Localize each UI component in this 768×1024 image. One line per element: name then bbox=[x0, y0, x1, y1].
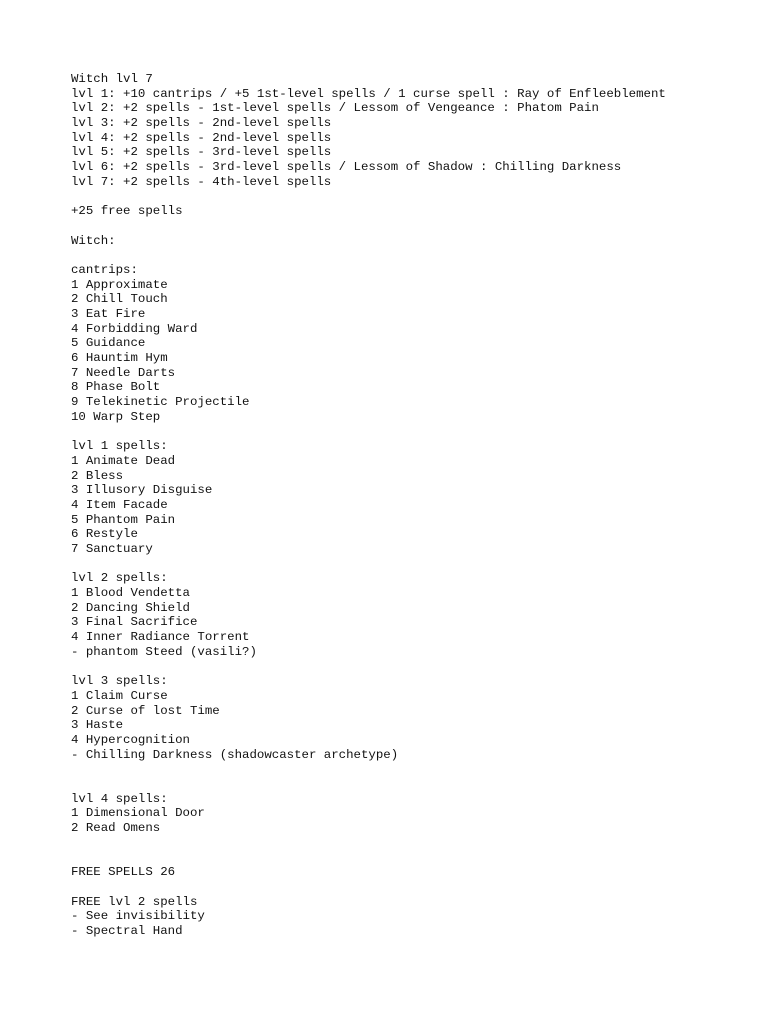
free-lvl2-spell-item: - See invisibility bbox=[71, 909, 205, 924]
lvl1-spell-item: 3 Illusory Disguise bbox=[71, 483, 213, 498]
blank-line bbox=[71, 219, 751, 234]
cantrip-item: 3 Eat Fire bbox=[71, 307, 146, 321]
cantrip-item: 6 Hauntim Hym bbox=[71, 351, 168, 366]
cantrip-item: 7 Needle Darts bbox=[71, 365, 176, 380]
lvl3-spell-item: 3 Haste bbox=[71, 718, 124, 733]
free-spells-note: +25 free spells bbox=[71, 204, 183, 219]
cantrip-item: 4 Forbidding Ward bbox=[71, 321, 198, 336]
cantrip-item: 2 Chill Touch bbox=[71, 292, 168, 307]
lvl3-spell-item: 2 Curse of lost Time bbox=[71, 703, 220, 718]
lvl2-heading: lvl 2 spells: bbox=[71, 571, 168, 586]
cantrips-heading: cantrips: bbox=[71, 262, 138, 277]
blank-line bbox=[71, 190, 751, 205]
lvl1-spell-item: 2 Bless bbox=[71, 468, 124, 483]
level-line: lvl 1: +10 cantrips / +5 1st-level spells / 1 curse spell : Ray of Enfleeblement bbox=[71, 86, 666, 101]
blank-line bbox=[71, 777, 751, 792]
blank-line bbox=[71, 425, 751, 440]
free-spells-total: FREE SPELLS 26 bbox=[71, 865, 176, 880]
level-line: lvl 5: +2 spells - 3rd-level spells bbox=[71, 145, 332, 160]
lvl2-spell-item: 4 Inner Radiance Torrent bbox=[71, 630, 250, 645]
blank-line bbox=[71, 762, 751, 777]
level-line: lvl 7: +2 spells - 4th-level spells bbox=[71, 174, 332, 189]
document-body bbox=[71, 72, 751, 939]
cantrip-item: 1 Approximate bbox=[71, 277, 168, 292]
free-lvl2-heading: FREE lvl 2 spells bbox=[71, 894, 198, 909]
cantrip-item: 10 Warp Step bbox=[71, 409, 161, 424]
blank-line bbox=[71, 660, 751, 675]
blank-line bbox=[71, 836, 751, 851]
lvl4-spell-item: 2 Read Omens bbox=[71, 821, 161, 836]
lvl1-spell-item: 6 Restyle bbox=[71, 527, 138, 542]
level-line: lvl 2: +2 spells - 1st-level spells / Lessom of Vengeance : Phatom Pain bbox=[71, 101, 599, 116]
level-line: lvl 3: +2 spells - 2nd-level spells bbox=[71, 116, 332, 131]
free-lvl2-spell-item: - Spectral Hand bbox=[71, 923, 183, 938]
level-line: lvl 6: +2 spells - 3rd-level spells / Lessom of Shadow : Chilling Darkness bbox=[71, 160, 622, 175]
lvl1-heading: lvl 1 spells: bbox=[71, 439, 168, 454]
lvl4-heading: lvl 4 spells: bbox=[71, 791, 168, 806]
cantrip-item: 9 Telekinetic Projectile bbox=[71, 395, 250, 410]
lvl1-spell-item: 7 Sanctuary bbox=[71, 542, 153, 556]
lvl3-spell-item: - Chilling Darkness (shadowcaster archetype) bbox=[71, 747, 399, 762]
lvl4-spell-item: 1 Dimensional Door bbox=[71, 806, 205, 821]
lvl1-spell-item: 5 Phantom Pain bbox=[71, 512, 176, 527]
blank-line bbox=[71, 880, 751, 895]
lvl2-spell-item: 1 Blood Vendetta bbox=[71, 586, 190, 601]
lvl3-spell-item: 1 Claim Curse bbox=[71, 688, 168, 703]
lvl3-heading: lvl 3 spells: bbox=[71, 674, 168, 689]
lvl2-spell-item: 3 Final Sacrifice bbox=[71, 615, 198, 630]
cantrip-item: 5 Guidance bbox=[71, 336, 146, 351]
level-line: lvl 4: +2 spells - 2nd-level spells bbox=[71, 130, 332, 145]
document-title: Witch lvl 7 bbox=[71, 72, 153, 86]
lvl3-spell-item: 4 Hypercognition bbox=[71, 732, 190, 747]
blank-line bbox=[71, 248, 751, 263]
cantrip-item: 8 Phase Bolt bbox=[71, 380, 161, 395]
lvl2-spell-item: 2 Dancing Shield bbox=[71, 600, 190, 615]
class-label: Witch: bbox=[71, 233, 116, 248]
lvl1-spell-item: 4 Item Facade bbox=[71, 497, 168, 512]
blank-line bbox=[71, 850, 751, 865]
lvl1-spell-item: 1 Animate Dead bbox=[71, 453, 176, 468]
blank-line bbox=[71, 557, 751, 572]
lvl2-spell-item: - phantom Steed (vasili?) bbox=[71, 644, 257, 659]
